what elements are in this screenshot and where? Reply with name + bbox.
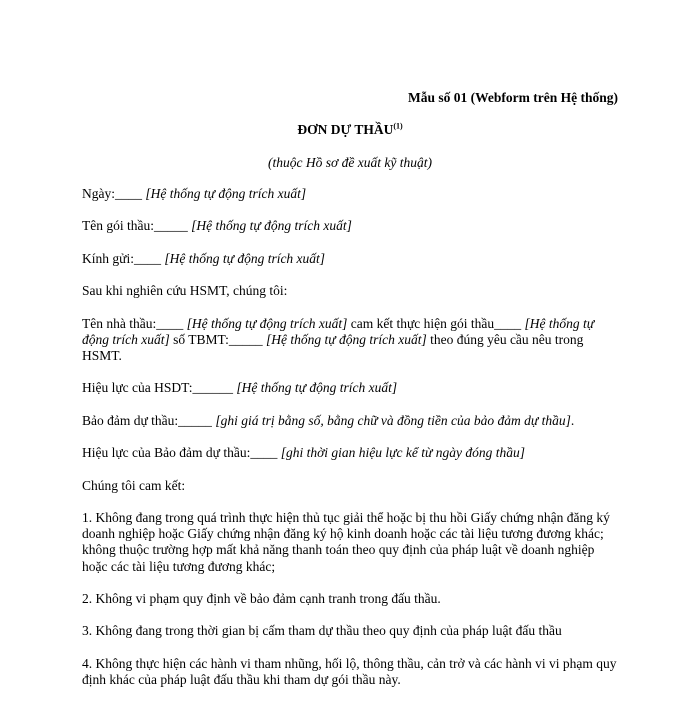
package-ref-value: [Hệ thống tự động trích xuất]: [82, 315, 595, 347]
document-subtitle: (thuộc Hồ sơ đề xuất kỹ thuật): [268, 155, 432, 170]
form-code: Mẫu số 01 (Webform trên Hệ thống): [408, 90, 618, 105]
guarantee-validity-value: [ghi thời gian hiệu lực kể từ ngày đóng thầu]: [280, 445, 525, 461]
bid-guarantee-label: Bảo đảm dự thầu:_____: [82, 412, 216, 428]
guarantee-validity-field: [82, 445, 622, 461]
bid-guarantee-value: [ghi giá trị bằng số, bằng chữ và đồng tiền của bảo đảm dự thầu]: [215, 412, 571, 428]
bid-validity-value: [Hệ thống tự động trích xuất]: [236, 380, 398, 396]
date-value: [Hệ thống tự động trích xuất]: [145, 186, 307, 201]
contractor-commit-text: cam kết thực hiện gói thầu____: [347, 315, 525, 331]
tbmt-label: số TBMT:_____: [169, 331, 266, 347]
package-field: [82, 218, 622, 234]
recipient-value: [Hệ thống tự động trích xuất]: [164, 250, 326, 266]
contractor-tail-text: theo đúng yêu cầu nêu trong HSMT.: [82, 331, 584, 363]
commitments-heading: Chúng tôi cam kết:: [82, 477, 186, 493]
intro-paragraph: Sau khi nghiên cứu HSMT, chúng tôi:: [82, 283, 288, 299]
tbmt-value: [Hệ thống tự động trích xuất]: [265, 331, 427, 347]
document-body: [82, 186, 622, 704]
contractor-name-value: [Hệ thống tự động trích xuất]: [186, 315, 348, 331]
bid-validity-label: Hiệu lực của HSDT:______: [82, 380, 237, 396]
commitment-item: 1. Không đang trong quá trình thực hiện thủ tục giải thể hoặc bị thu hồi Giấy chứng nhận đăng ký doanh nghiệp hoặc Giấy chứng nhận đăng ký hộ kinh doanh hoặc các tài liệu tương đương khác; không thuộc trường hợp mất khả năng thanh toán theo quy định của pháp luật về doanh nghiệp hoặc các tài liệu tương đương khác;: [82, 509, 610, 574]
bid-guarantee-suffix: .: [570, 412, 575, 428]
bid-validity-field: [82, 380, 622, 396]
contractor-paragraph: [82, 316, 622, 365]
document-title: [0, 122, 700, 138]
contractor-label: Tên nhà thầu:____: [82, 315, 187, 331]
package-value: [Hệ thống tự động trích xuất]: [191, 218, 352, 234]
commitment-item: 4. Không thực hiện các hành vi tham nhũng, hối lộ, thông thầu, cản trở và các hành vi vi phạm quy định khác của pháp luật đấu thầu khi tham dự gói thầu này.: [82, 655, 617, 687]
bid-guarantee-field: [82, 413, 622, 429]
title-footnote-mark: (1): [393, 121, 403, 131]
recipient-label: Kính gửi:____: [82, 250, 165, 266]
recipient-field: [82, 251, 622, 267]
date-field: [82, 186, 622, 202]
title-text: ĐƠN DỰ THẦU: [297, 122, 394, 137]
package-label: Tên gói thầu:_____: [82, 218, 192, 234]
commitment-item: 3. Không đang trong thời gian bị cấm tham dự thầu theo quy định của pháp luật đấu thầu: [82, 623, 562, 639]
date-label: Ngày:____: [82, 186, 146, 201]
commitment-item: 2. Không vi phạm quy định về bảo đảm cạnh tranh trong đấu thầu.: [82, 590, 441, 606]
guarantee-validity-label: Hiệu lực của Bảo đảm dự thầu:____: [82, 445, 281, 461]
